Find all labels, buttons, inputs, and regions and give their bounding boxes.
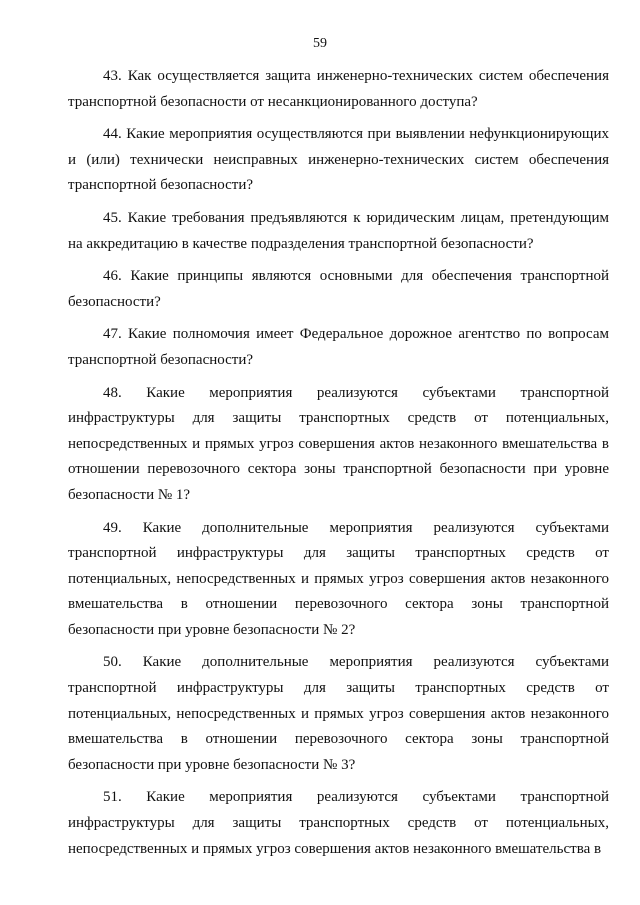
question-45: 45. Какие требования предъявляются к юридическим лицам, претендующим на аккредитацию в качестве подразделения транспортной безопасности? (68, 209, 609, 252)
question-46: 46. Какие принципы являются основными для обеспечения транспортной безопасности? (68, 268, 609, 310)
question-48: 48. Какие мероприятия реализуются субъектами транспортной инфраструктуры для защиты транспортных средств от потенциальных, непосредственных и прямых угроз совершения актов незаконного вмешательства в отношении перевозочного сектора зоны транспортной безопасности при уровне безопасности № 1? (68, 384, 609, 503)
question-51: 51. Какие мероприятия реализуются субъектами транспортной инфраструктуры для защиты транспортных средств от потенциальных, непосредственных и прямых угроз совершения актов незаконного вмешательства в (68, 789, 609, 857)
question-list (68, 64, 609, 869)
question-44: 44. Какие мероприятия осуществляются при выявлении нефункционирующих и (или) технически неисправных инженерно-технических систем обеспечения транспортной безопасности? (68, 126, 609, 194)
question-49: 49. Какие дополнительные мероприятия реализуются субъектами транспортной инфраструктуры для защиты транспортных средств от потенциальных, непосредственных и прямых угроз совершения актов незаконного вмешательства в отношении перевозочного сектора зоны транспортной безопасности при уровне безопасности № 2? (68, 519, 609, 638)
question-43: 43. Как осуществляется защита инженерно-технических систем обеспечения транспортной безопасности от несанкционированного доступа? (68, 68, 609, 110)
question-50: 50. Какие дополнительные мероприятия реализуются субъектами транспортной инфраструктуры для защиты транспортных средств от потенциальных, непосредственных и прямых угроз совершения актов незаконного вмешательства в отношении перевозочного сектора зоны транспортной безопасности при уровне безопасности № 3? (68, 654, 609, 773)
question-47: 47. Какие полномочия имеет Федеральное дорожное агентство по вопросам транспортной безопасности? (68, 326, 609, 368)
page-number: 59 (313, 36, 327, 51)
